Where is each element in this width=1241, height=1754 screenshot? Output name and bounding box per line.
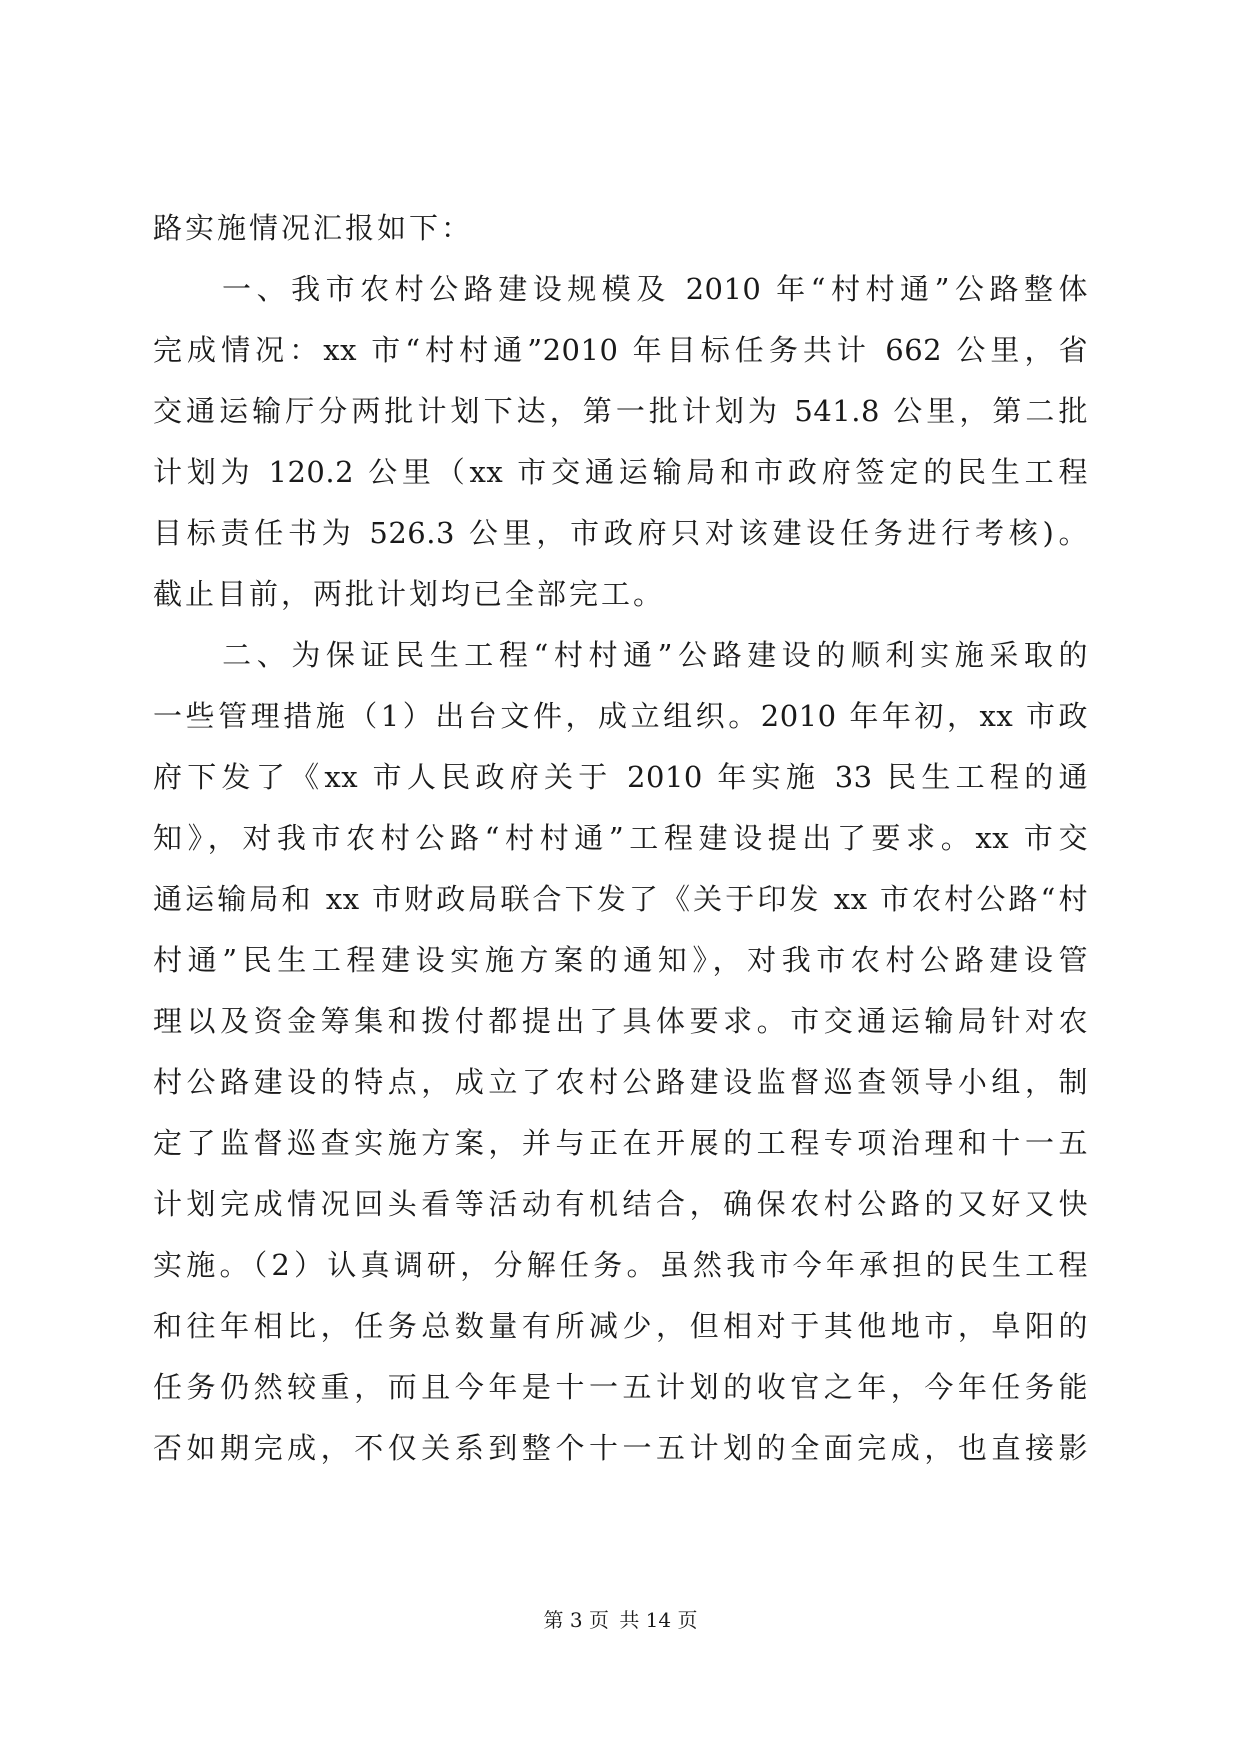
text-line: 实施。（2）认真调研，分解任务。虽然我市今年承担的民生工程 bbox=[153, 1248, 1088, 1282]
text-line: 村公路建设的特点，成立了农村公路建设监督巡查领导小组，制 bbox=[153, 1065, 1088, 1099]
text-line: 一些管理措施（1）出台文件，成立组织。2010 年年初，xx 市政 bbox=[153, 699, 1088, 733]
text-line: 理以及资金筹集和拨付都提出了具体要求。市交通运输局针对农 bbox=[153, 1004, 1088, 1038]
text-line: 府下发了《xx 市人民政府关于 2010 年实施 33 民生工程的通 bbox=[153, 760, 1088, 794]
body-text bbox=[153, 208, 1088, 1489]
text-line: 路实施情况汇报如下： bbox=[153, 211, 474, 245]
text-line: 计划为 120.2 公里（xx 市交通运输局和市政府签定的民生工程 bbox=[153, 455, 1088, 489]
text-line: 一、我市农村公路建设规模及 2010 年“村村通”公路整体 bbox=[153, 272, 1088, 306]
page-total: 共 14 页 bbox=[619, 1608, 698, 1632]
text-line: 交通运输厅分两批计划下达，第一批计划为 541.8 公里，第二批 bbox=[153, 394, 1088, 428]
text-line: 二、为保证民生工程“村村通”公路建设的顺利实施采取的 bbox=[153, 638, 1088, 672]
text-line: 和往年相比，任务总数量有所减少，但相对于其他地市，阜阳的 bbox=[153, 1309, 1088, 1343]
text-line: 知》，对我市农村公路“村村通”工程建设提出了要求。xx 市交 bbox=[153, 821, 1088, 855]
text-line: 完成情况：xx 市“村村通”2010 年目标任务共计 662 公里，省 bbox=[153, 333, 1088, 367]
text-line: 定了监督巡查实施方案，并与正在开展的工程专项治理和十一五 bbox=[153, 1126, 1088, 1160]
text-line: 目标责任书为 526.3 公里，市政府只对该建设任务进行考核)。 bbox=[153, 516, 1088, 550]
text-line: 村通”民生工程建设实施方案的通知》，对我市农村公路建设管 bbox=[153, 943, 1088, 977]
page-footer bbox=[0, 1604, 1241, 1633]
text-line: 任务仍然较重，而且今年是十一五计划的收官之年，今年任务能 bbox=[153, 1370, 1088, 1404]
text-line: 计划完成情况回头看等活动有机结合，确保农村公路的又好又快 bbox=[153, 1187, 1088, 1221]
page-number: 第 3 页 bbox=[543, 1608, 609, 1632]
text-line: 否如期完成，不仅关系到整个十一五计划的全面完成，也直接影 bbox=[153, 1431, 1088, 1465]
text-line: 截止目前，两批计划均已全部完工。 bbox=[153, 577, 666, 611]
text-line: 通运输局和 xx 市财政局联合下发了《关于印发 xx 市农村公路“村 bbox=[153, 882, 1088, 916]
